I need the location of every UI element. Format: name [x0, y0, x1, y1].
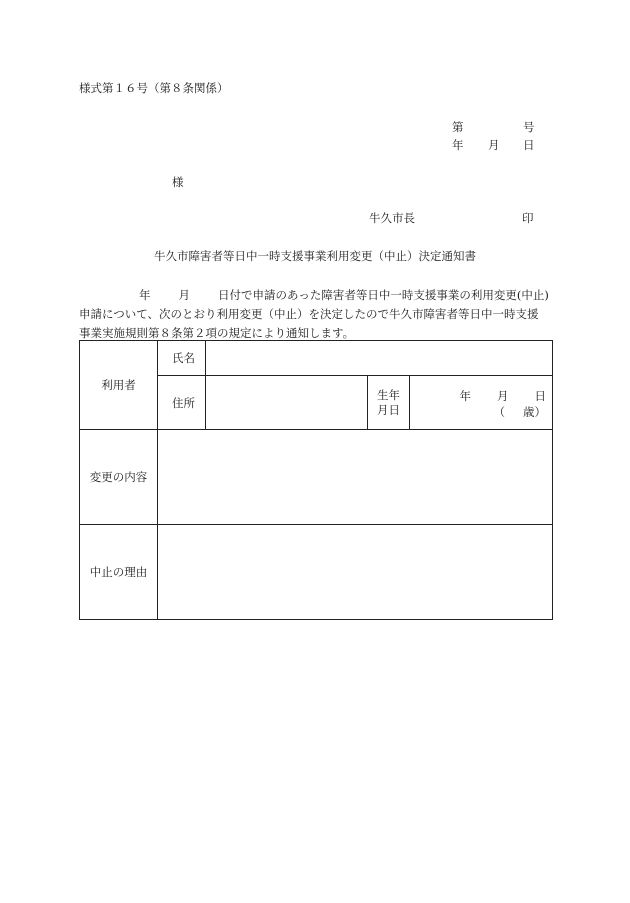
issue-day: 日	[523, 138, 535, 152]
user-header-label: 利用者	[101, 378, 136, 392]
birth-day-unit: 日	[534, 389, 547, 403]
issue-year: 年	[452, 138, 464, 152]
age-units	[494, 404, 547, 420]
notice-year: 年	[139, 288, 151, 302]
birthdate-label-line-2: 月日	[377, 402, 400, 417]
notice-line-1	[79, 286, 551, 305]
seal-mark: 印	[522, 211, 534, 225]
address-label-cell	[158, 376, 206, 430]
notice-line-1-rest: 日付で申請のあった障害者等日中一時支援事業の利用変更(中止)	[218, 288, 549, 302]
user-header-cell	[80, 341, 158, 430]
document-number-prefix: 第	[452, 120, 464, 134]
age-open-paren: （	[493, 405, 506, 419]
birthdate-label-line-1: 生年	[377, 387, 400, 402]
birthdate-units	[460, 388, 547, 404]
name-label: 氏名	[172, 351, 195, 365]
user-info-table	[79, 340, 553, 620]
notice-body	[79, 286, 551, 343]
name-label-cell	[158, 341, 206, 376]
birth-year-unit: 年	[459, 389, 472, 403]
address-label: 住所	[172, 395, 195, 410]
document-title: 牛久市障害者等日中一時支援事業利用変更（中止）決定通知書	[154, 249, 476, 263]
age-unit: 歳）	[523, 405, 547, 419]
document-number	[452, 119, 534, 135]
cancel-label-cell	[80, 525, 158, 620]
cancel-reason-field[interactable]	[158, 525, 553, 620]
change-label: 変更の内容	[89, 470, 148, 484]
notice-line-2: 申請について、次のとおり利用変更（中止）を決定したので牛久市障害者等日中一時支援	[79, 307, 539, 321]
notice-month: 月	[178, 288, 190, 302]
cancel-label: 中止の理由	[89, 565, 148, 579]
birthdate-label-cell	[368, 376, 410, 430]
issuer-name: 牛久市長	[369, 211, 415, 225]
notice-line-3: 事業実施規則第８条第２項の規定により通知します。	[79, 326, 355, 340]
birth-month-unit: 月	[497, 389, 509, 403]
change-label-cell	[80, 430, 158, 525]
issue-month: 月	[488, 138, 500, 152]
form-number: 様式第１６号（第８条関係）	[79, 81, 229, 95]
name-field[interactable]	[206, 341, 553, 376]
address-field[interactable]	[206, 376, 368, 430]
recipient-honorific: 様	[172, 175, 184, 189]
document-number-suffix: 号	[523, 120, 535, 134]
birthdate-field[interactable]	[410, 376, 553, 430]
change-content-field[interactable]	[158, 430, 553, 525]
